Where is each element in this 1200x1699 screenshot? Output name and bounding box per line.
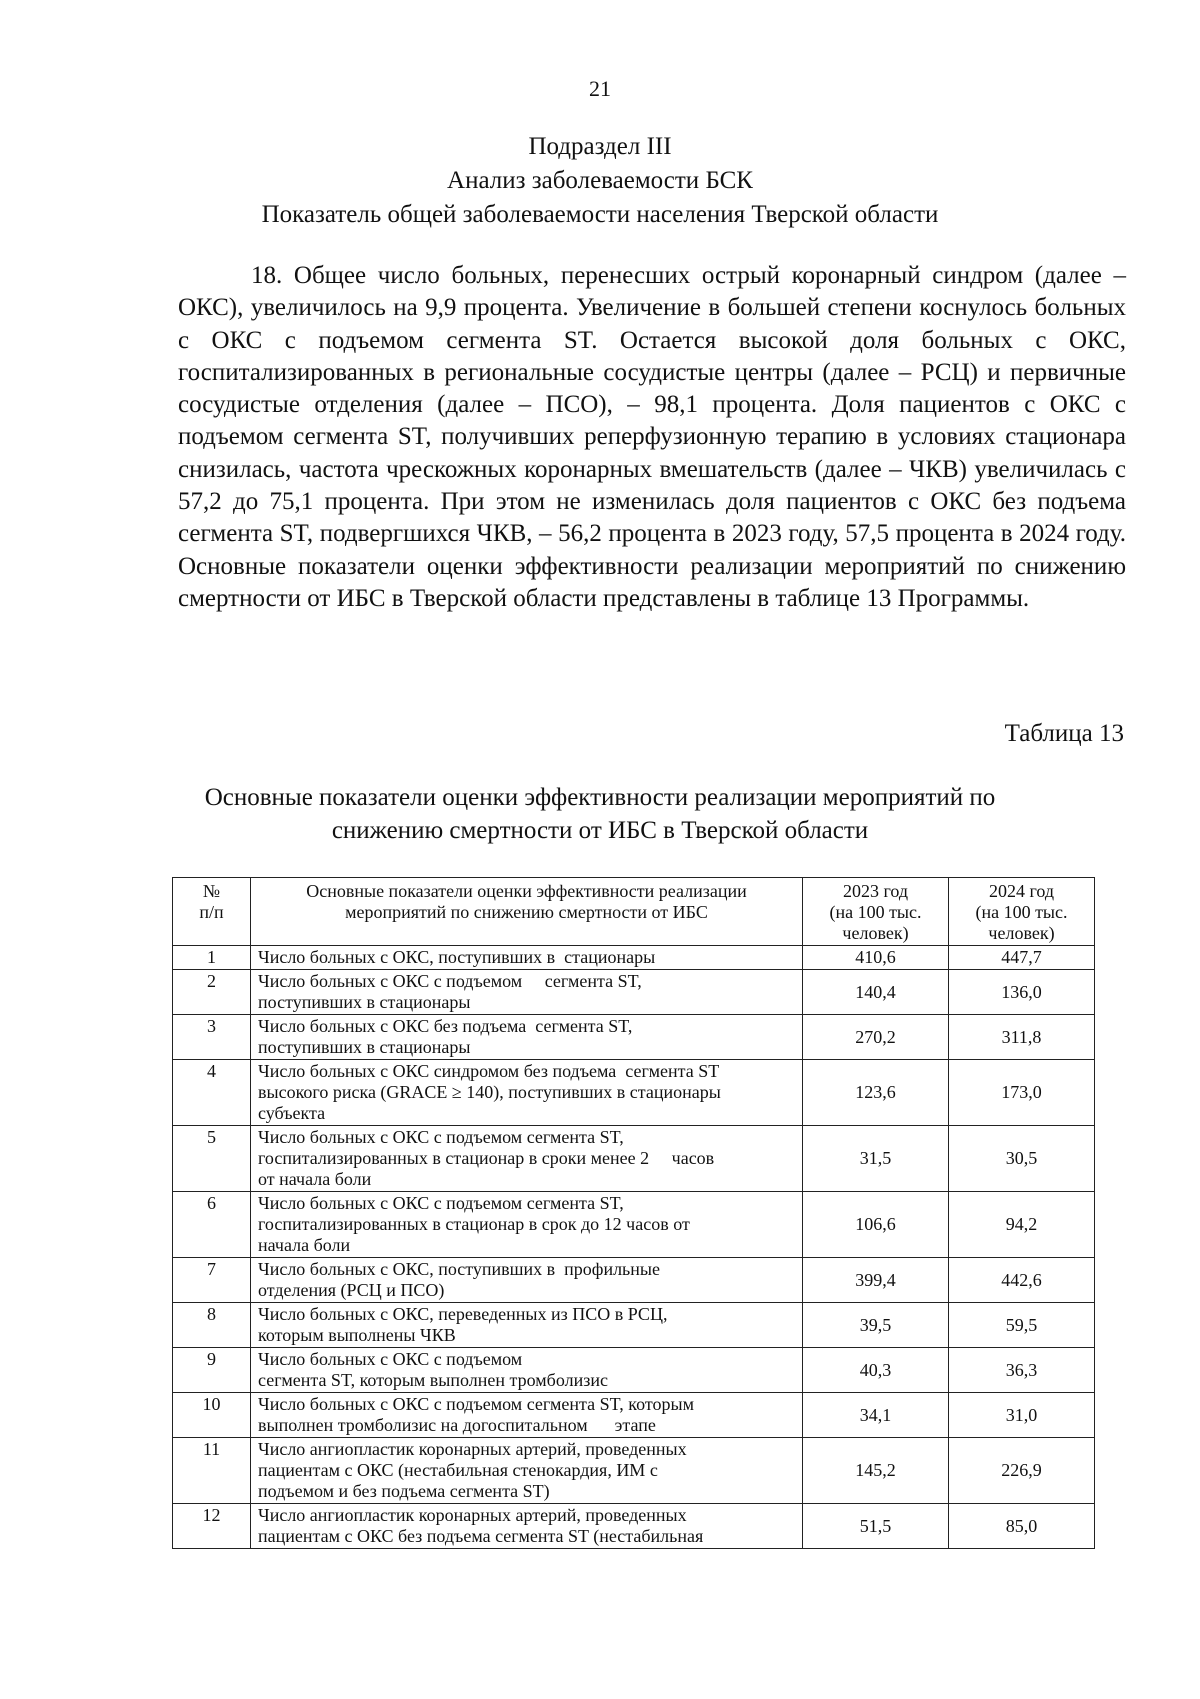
table-row <box>173 1126 1095 1192</box>
row-indicator-line: Число больных с ОКС синдромом без подъема сегмента ST <box>258 1061 720 1081</box>
row-value-2024: 173,0 <box>949 1060 1095 1126</box>
body-paragraph: 18. Общее число больных, перенесших острый коронарный синдром (далее – ОКС), увеличилось на 9,9 процента. Увеличение в большей степени коснулось больных с ОКС с подъемом сегмента ST. Остается высокой доля больных с ОКС, госпитализированных в региональные сосудистые центры (далее – РСЦ) и первичные сосудистые отделения (далее – ПСО), – 98,1 процента. Доля пациентов с ОКС с подъемом сегмента ST, получивших реперфузионную терапию в условиях стационара снизилась, частота чрескожных коронарных вмешательств (далее – ЧКВ) увеличилась с 57,2 до 75,1 процента. При этом не изменилась доля пациентов с ОКС без подъема сегмента ST, подвергшихся ЧКВ, – 56,2 процента в 2023 году, 57,5 процента в 2024 году. Основные показатели оценки эффективности реализации мероприятий по снижению смертности от ИБС в Тверской области представлены в таблице 13 Программы. <box>178 262 1126 612</box>
row-value-2023: 140,4 <box>803 970 949 1015</box>
row-indicator-line: сегмента ST, которым выполнен тромболизис <box>258 1370 608 1390</box>
row-number: 12 <box>173 1504 251 1549</box>
table-row <box>173 1060 1095 1126</box>
header-2023-line: 2023 год <box>842 881 909 901</box>
row-indicator-line: Число больных с ОКС с подъемом <box>258 1349 523 1369</box>
row-indicator-line: госпитализированных в стационар в сроки менее 2 часов <box>258 1148 715 1168</box>
row-value-2024: 59,5 <box>949 1303 1095 1348</box>
row-number: 1 <box>173 946 251 970</box>
row-indicator <box>251 1126 803 1192</box>
section-headings <box>0 130 1200 232</box>
row-indicator-line: Число больных с ОКС без подъема сегмента ST, <box>258 1016 633 1036</box>
row-number: 7 <box>173 1258 251 1303</box>
row-indicator-line: Число больных с ОКС с подъемом сегмента ST, <box>258 1127 624 1147</box>
row-value-2024: 442,6 <box>949 1258 1095 1303</box>
row-value-2024: 447,7 <box>949 946 1095 970</box>
row-indicator-line: отделения (РСЦ и ПСО) <box>258 1280 445 1300</box>
table-header-row <box>173 878 1095 946</box>
page-number: 21 <box>589 76 611 101</box>
header-2024-line: (на 100 тыс. <box>975 902 1068 922</box>
header-2023 <box>803 878 949 946</box>
table-row <box>173 1438 1095 1504</box>
row-indicator-line: которым выполнены ЧКВ <box>258 1325 456 1345</box>
table-row <box>173 1393 1095 1438</box>
row-indicator <box>251 1015 803 1060</box>
row-number: 2 <box>173 970 251 1015</box>
table-body <box>173 946 1095 1549</box>
table-row <box>173 1504 1095 1549</box>
header-2024 <box>949 878 1095 946</box>
row-value-2024: 311,8 <box>949 1015 1095 1060</box>
row-indicator-line: Число ангиопластик коронарных артерий, проведенных <box>258 1505 687 1525</box>
row-number: 3 <box>173 1015 251 1060</box>
row-value-2024: 36,3 <box>949 1348 1095 1393</box>
row-value-2023: 106,6 <box>803 1192 949 1258</box>
table-title <box>0 781 1200 847</box>
row-indicator <box>251 1303 803 1348</box>
row-value-2023: 123,6 <box>803 1060 949 1126</box>
row-indicator-line: субъекта <box>258 1103 326 1123</box>
row-number: 11 <box>173 1438 251 1504</box>
indicator-heading: Показатель общей заболеваемости населения Тверской области <box>261 201 939 228</box>
row-value-2024: 94,2 <box>949 1192 1095 1258</box>
row-indicator-line: Число больных с ОКС, поступивших в стационары <box>258 947 656 967</box>
row-value-2023: 40,3 <box>803 1348 949 1393</box>
row-indicator-line: подъемом и без подъема сегмента ST) <box>258 1481 550 1501</box>
row-value-2024: 226,9 <box>949 1438 1095 1504</box>
row-indicator-line: Число больных с ОКС, переведенных из ПСО в РСЦ, <box>258 1304 668 1324</box>
row-indicator-line: Число ангиопластик коронарных артерий, проведенных <box>258 1439 687 1459</box>
table-label: Таблица 13 <box>1004 720 1124 747</box>
header-indicator-line: мероприятий по снижению смертности от ИБС <box>345 902 708 922</box>
row-indicator-line: Число больных с ОКС с подъемом сегмента ST, <box>258 971 642 991</box>
row-number: 10 <box>173 1393 251 1438</box>
row-indicator <box>251 946 803 970</box>
header-indicator-line: Основные показатели оценки эффективности реализации <box>306 881 747 901</box>
row-value-2023: 410,6 <box>803 946 949 970</box>
row-indicator <box>251 1348 803 1393</box>
table-row <box>173 1303 1095 1348</box>
header-2023-line: человек) <box>842 923 909 943</box>
indicators-table <box>172 877 1095 1549</box>
row-indicator-line: от начала боли <box>258 1169 372 1189</box>
row-indicator-line: Число больных с ОКС, поступивших в профильные <box>258 1259 660 1279</box>
row-value-2023: 270,2 <box>803 1015 949 1060</box>
row-value-2023: 31,5 <box>803 1126 949 1192</box>
table-title-line: снижению смертности от ИБС в Тверской области <box>331 817 869 844</box>
row-indicator <box>251 1192 803 1258</box>
row-indicator-line: начала боли <box>258 1235 351 1255</box>
row-indicator <box>251 1258 803 1303</box>
row-number: 4 <box>173 1060 251 1126</box>
row-value-2024: 85,0 <box>949 1504 1095 1549</box>
header-num-line: № <box>202 881 221 901</box>
table-row <box>173 1348 1095 1393</box>
header-2024-line: человек) <box>988 923 1055 943</box>
table-row <box>173 970 1095 1015</box>
row-value-2023: 145,2 <box>803 1438 949 1504</box>
row-indicator-line: госпитализированных в стационар в срок до 12 часов от <box>258 1214 690 1234</box>
row-indicator-line: Число больных с ОКС с подъемом сегмента ST, <box>258 1193 624 1213</box>
header-2023-line: (на 100 тыс. <box>829 902 922 922</box>
row-number: 8 <box>173 1303 251 1348</box>
header-2024-line: 2024 год <box>988 881 1055 901</box>
row-indicator <box>251 970 803 1015</box>
row-indicator-line: поступивших в стационары <box>258 992 471 1012</box>
header-num <box>173 878 251 946</box>
row-value-2023: 34,1 <box>803 1393 949 1438</box>
table-row <box>173 1258 1095 1303</box>
subsection-heading: Подраздел III <box>528 133 672 160</box>
row-value-2024: 136,0 <box>949 970 1095 1015</box>
row-indicator <box>251 1060 803 1126</box>
row-value-2023: 399,4 <box>803 1258 949 1303</box>
row-value-2023: 51,5 <box>803 1504 949 1549</box>
row-number: 6 <box>173 1192 251 1258</box>
row-number: 5 <box>173 1126 251 1192</box>
table-row <box>173 1192 1095 1258</box>
header-indicator <box>251 878 803 946</box>
analysis-heading: Анализ заболеваемости БСК <box>447 167 753 194</box>
row-indicator <box>251 1504 803 1549</box>
row-value-2024: 31,0 <box>949 1393 1095 1438</box>
row-value-2023: 39,5 <box>803 1303 949 1348</box>
row-indicator-line: поступивших в стационары <box>258 1037 471 1057</box>
table-row <box>173 946 1095 970</box>
row-indicator <box>251 1438 803 1504</box>
row-indicator-line: Число больных с ОКС с подъемом сегмента ST, которым <box>258 1394 694 1414</box>
header-num-line: п/п <box>199 902 224 922</box>
row-indicator <box>251 1393 803 1438</box>
row-indicator-line: пациентам с ОКС (нестабильная стенокардия, ИМ с <box>258 1460 658 1480</box>
table-title-line: Основные показатели оценки эффективности реализации мероприятий по <box>204 784 996 811</box>
row-value-2024: 30,5 <box>949 1126 1095 1192</box>
row-indicator-line: выполнен тромболизис на догоспитальном этапе <box>258 1415 656 1435</box>
table-row <box>173 1015 1095 1060</box>
row-number: 9 <box>173 1348 251 1393</box>
row-indicator-line: пациентам с ОКС без подъема сегмента ST (нестабильная <box>258 1526 704 1546</box>
row-indicator-line: высокого риска (GRACE ≥ 140), поступивших в стационары <box>258 1082 721 1102</box>
